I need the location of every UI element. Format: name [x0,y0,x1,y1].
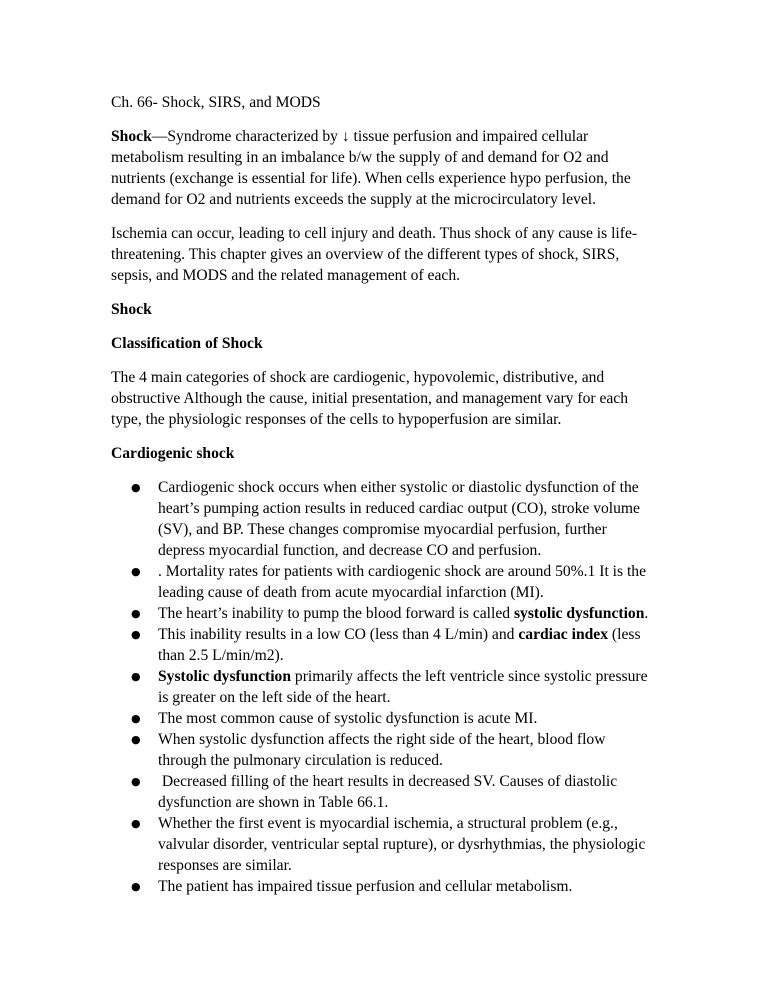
list-item [111,477,656,561]
document-page [111,92,656,897]
list-item [111,561,656,603]
list-item-text: When systolic dysfunction affects the right side of the heart, blood flow through the pulmonary circulation is reduced. [158,731,606,769]
section-heading-cardiogenic: Cardiogenic shock [111,445,235,462]
list-item [111,603,656,624]
list-item-text: The most common cause of systolic dysfunction is acute MI. [158,710,538,727]
list-item [111,729,656,771]
list-item [111,813,656,876]
list-item-text: This inability results in a low CO (less than 4 L/min) and [158,626,519,643]
classification-paragraph: The 4 main categories of shock are cardiogenic, hypovolemic, distributive, and obstructive Although the cause, initial presentation, and management vary for each type, the physiologic responses of the cells to hypoperfusion are similar. [111,369,629,428]
list-item [111,666,656,708]
shock-definition-paragraph [111,126,656,210]
definition-text: —Syndrome characterized by ↓ tissue perfusion and impaired cellular metabolism resulting in an imbalance b/w the supply of and demand for O2 and nutrients (exchange is essential for life). When cells experience hypo perfusion, the demand for O2 and nutrients exceeds the supply at the microcirculatory level. [111,128,631,208]
bullet-icon: ● [131,880,141,893]
bullet-icon: ● [131,712,141,725]
bullet-icon: ● [131,607,141,620]
list-item [111,876,656,897]
section-heading-shock: Shock [111,301,152,318]
bold-term: systolic dysfunction [513,605,645,622]
bold-term: Systolic dysfunction [158,668,292,685]
bullet-icon: ● [131,775,141,788]
document-title: Ch. 66- Shock, SIRS, and MODS [111,94,321,111]
bullet-icon: ● [131,565,141,578]
ischemia-paragraph: Ischemia can occur, leading to cell injury and death. Thus shock of any cause is life-threatening. This chapter gives an overview of the different types of shock, SIRS, sepsis, and MODS and the related management of each. [111,225,638,284]
list-item-text: The patient has impaired tissue perfusion and cellular metabolism. [158,878,573,895]
list-item [111,708,656,729]
list-item [111,771,656,813]
definition-term: Shock [111,128,152,145]
list-item-text: Cardiogenic shock occurs when either systolic or diastolic dysfunction of the heart’s pumping action results in reduced cardiac output (CO), stroke volume (SV), and BP. These changes compromise myocardial perfusion, further depress myocardial function, and decrease CO and perfusion. [158,479,640,559]
list-item-text: . [644,605,649,622]
bullet-icon: ● [131,628,141,641]
bullet-icon: ● [131,817,141,830]
bold-term: cardiac index [518,626,609,643]
bullet-icon: ● [131,481,141,494]
list-item-text: primarily affects the left ventricle since systolic pressure is greater on the left side of the heart. [158,668,648,706]
list-item-text: Whether the first event is myocardial ischemia, a structural problem (e.g., valvular disorder, ventricular septal rupture), or dysrhythmias, the physiologic responses are similar. [158,815,646,874]
list-item-text: (less than 2.5 L/min/m2). [158,626,641,664]
list-item-text: . Mortality rates for patients with cardiogenic shock are around 50%.1 It is the leading cause of death from acute myocardial infarction (MI). [158,563,647,601]
bullet-icon: ● [131,670,141,683]
list-item-text: Decreased filling of the heart results in decreased SV. Causes of diastolic dysfunction are shown in Table 66.1. [158,773,622,811]
section-heading-classification: Classification of Shock [111,335,263,352]
bullet-icon: ● [131,733,141,746]
list-item-text: The heart’s inability to pump the blood forward is called [158,605,514,622]
list-item [111,624,656,666]
cardiogenic-bullet-list [111,477,656,897]
